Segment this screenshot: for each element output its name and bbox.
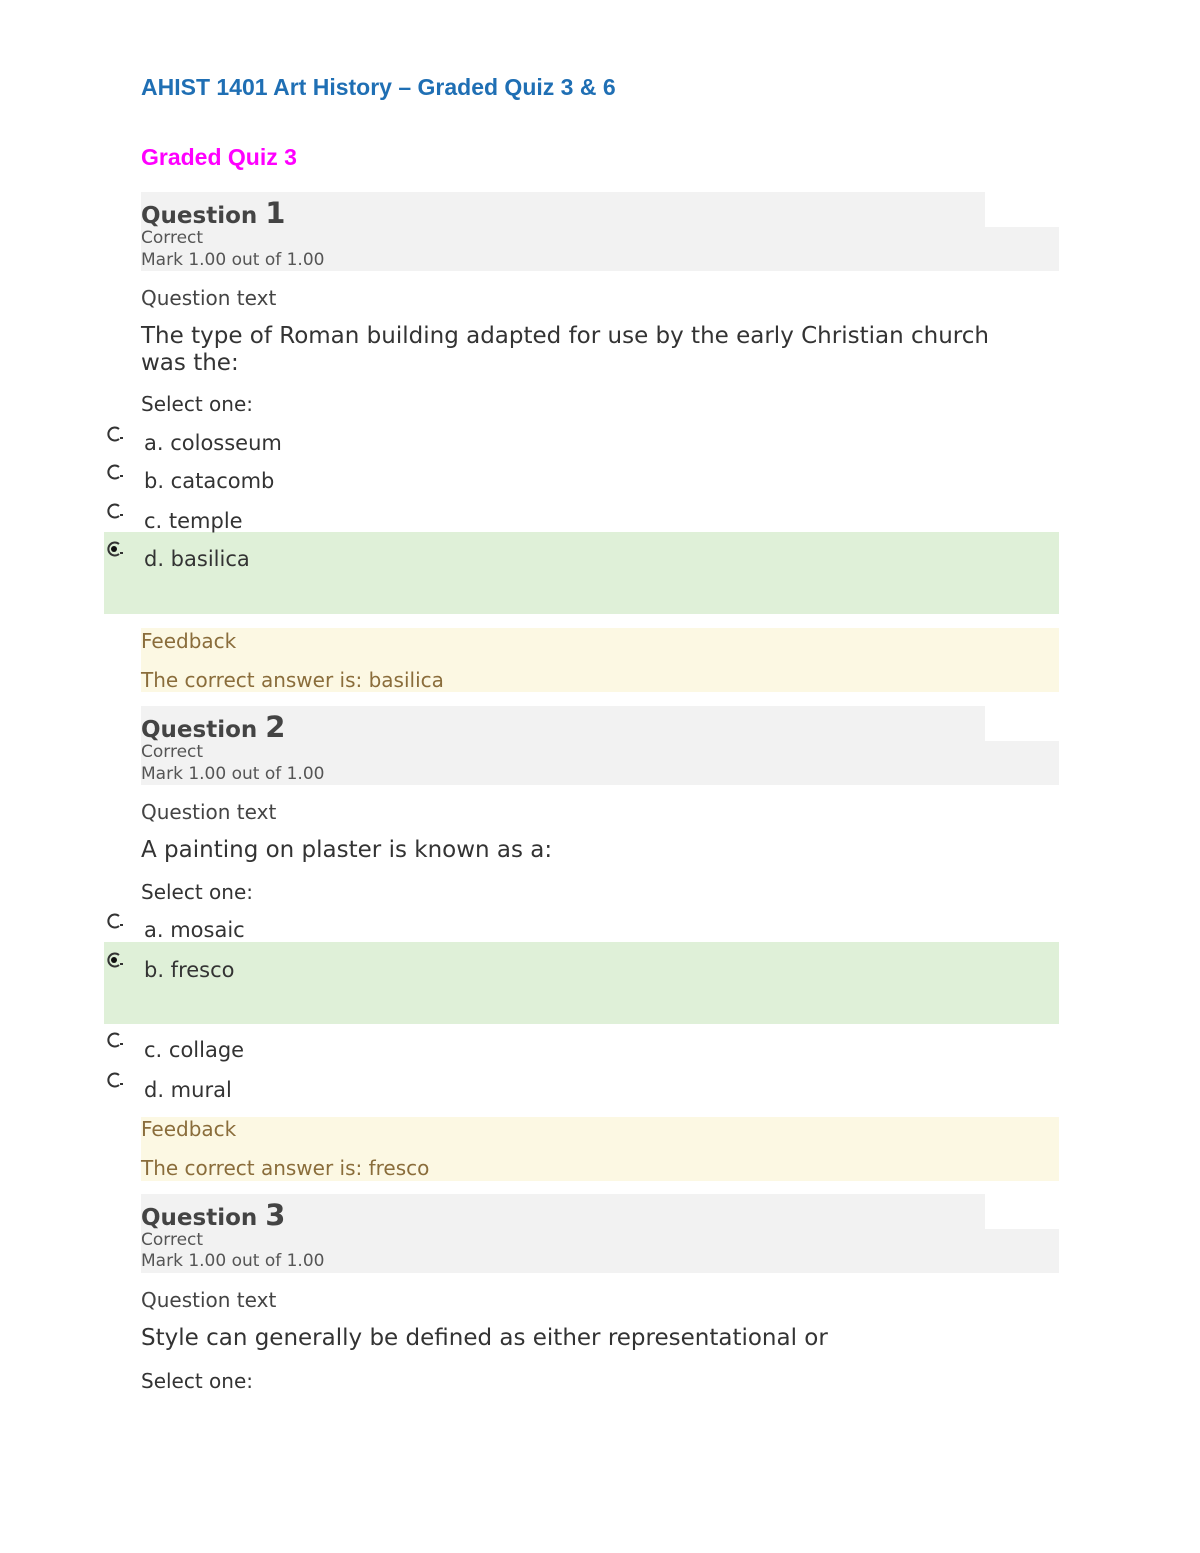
radio-checked-icon[interactable]: [106, 950, 124, 970]
radio-checked-icon[interactable]: [106, 539, 124, 559]
select-one-label: Select one:: [141, 392, 254, 416]
question-label: [141, 710, 285, 744]
radio-unchecked-icon[interactable]: [106, 1070, 124, 1090]
answer-option[interactable]: b. catacomb: [144, 469, 275, 493]
radio-unchecked-icon[interactable]: [106, 501, 124, 521]
select-one-label: Select one:: [141, 880, 254, 904]
question-mark: Mark 1.00 out of 1.00: [141, 250, 325, 270]
question-mark: Mark 1.00 out of 1.00: [141, 764, 325, 784]
feedback-text: The correct answer is: basilica: [141, 668, 444, 692]
question-state: Correct: [141, 1230, 204, 1250]
answer-option[interactable]: a. mosaic: [144, 918, 245, 942]
question-text-label: Question text: [141, 1288, 277, 1312]
correct-answer-highlight: [104, 532, 1059, 614]
radio-unchecked-icon[interactable]: [106, 462, 124, 482]
question-state: Correct: [141, 742, 204, 762]
answer-option[interactable]: a. colosseum: [144, 431, 282, 455]
feedback-text: The correct answer is: fresco: [141, 1156, 430, 1180]
question-number: 2: [265, 710, 286, 744]
question-mark: Mark 1.00 out of 1.00: [141, 1251, 325, 1271]
answer-option-selected[interactable]: d. basilica: [144, 547, 250, 571]
question-prompt: Style can generally be defined as either representational or: [141, 1325, 828, 1351]
feedback-label: Feedback: [141, 1117, 237, 1141]
question-text-label: Question text: [141, 286, 277, 310]
question-label: [141, 1198, 285, 1232]
section-title: Graded Quiz 3: [141, 144, 297, 170]
question-state: Correct: [141, 228, 204, 248]
radio-unchecked-icon[interactable]: [106, 424, 124, 444]
correct-answer-highlight: [104, 942, 1059, 1024]
answer-option[interactable]: c. temple: [144, 509, 243, 533]
question-word: Question: [141, 1205, 258, 1231]
question-prompt: The type of Roman building adapted for use by the early Christian church was the:: [141, 323, 989, 376]
question-label: [141, 196, 285, 230]
question-word: Question: [141, 203, 258, 229]
radio-unchecked-icon[interactable]: [106, 911, 124, 931]
answer-option[interactable]: c. collage: [144, 1038, 245, 1062]
radio-unchecked-icon[interactable]: [106, 1030, 124, 1050]
answer-option[interactable]: d. mural: [144, 1078, 232, 1102]
document-title: AHIST 1401 Art History – Graded Quiz 3 & 6: [141, 74, 616, 100]
question-prompt: A painting on plaster is known as a:: [141, 837, 553, 863]
question-word: Question: [141, 717, 258, 743]
question-number: 1: [265, 196, 286, 230]
select-one-label: Select one:: [141, 1369, 254, 1393]
feedback-label: Feedback: [141, 629, 237, 653]
question-text-label: Question text: [141, 800, 277, 824]
answer-option-selected[interactable]: b. fresco: [144, 958, 235, 982]
question-number: 3: [265, 1198, 286, 1232]
